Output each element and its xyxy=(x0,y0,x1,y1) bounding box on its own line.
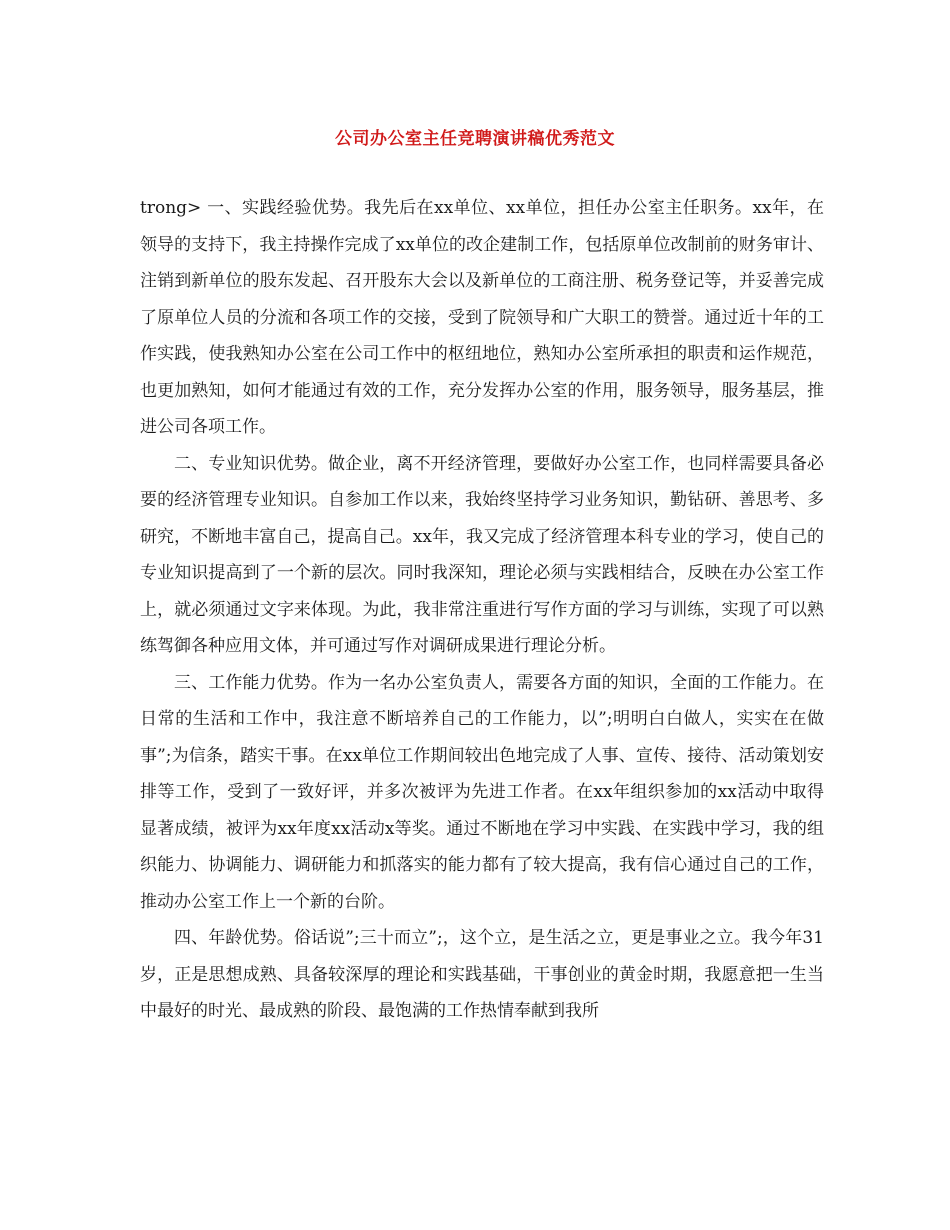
paragraph-practical-experience: trong> 一、实践经验优势。我先后在xx单位、xx单位，担任办公室主任职务。xx年，在领导的支持下，我主持操作完成了xx单位的改企建制工作，包括原单位改制前的财务审计、注销到新单位的股东发起、召开股东大会以及新单位的工商注册、税务登记等，并妥善完成了原单位人员的分流和各项工作的交接，受到了院领导和广大职工的赞誉。通过近十年的工作实践，使我熟知办公室在公司工作中的枢纽地位，熟知办公室所承担的职责和运作规范，也更加熟知，如何才能通过有效的工作，充分发挥办公室的作用，服务领导，服务基层，推进公司各项工作。 xyxy=(140,198,824,437)
document-title: 公司办公室主任竞聘演讲稿优秀范文 xyxy=(335,129,615,149)
document-body xyxy=(140,190,824,1030)
paragraph-age-advantage: 四、年龄优势。俗话说”;三十而立”;，这个立，是生活之立，更是事业之立。我今年31岁，正是思想成熟、具备较深厚的理论和实践基础，干事创业的黄金时期，我愿意把一生当中最好的时光、最成熟的阶段、最饱满的工作热情奉献到我所 xyxy=(140,928,824,1021)
paragraph-work-ability: 三、工作能力优势。作为一名办公室负责人，需要各方面的知识，全面的工作能力。在日常的生活和工作中，我注意不断培养自己的工作能力，以”;明明白白做人，实实在在做事”;为信条，踏实干事。在xx单位工作期间较出色地完成了人事、宣传、接待、活动策划安排等工作，受到了一致好评，并多次被评为先进工作者。在xx年组织参加的xx活动中取得显著成绩，被评为xx年度xx活动x等奖。通过不断地在学习中实践、在实践中学习，我的组织能力、协调能力、调研能力和抓落实的能力都有了较大提高，我有信心通过自己的工作，推动办公室工作上一个新的台阶。 xyxy=(140,672,824,912)
paragraph-professional-knowledge: 二、专业知识优势。做企业，离不开经济管理，要做好办公室工作，也同样需要具备必要的经济管理专业知识。自参加工作以来，我始终坚持学习业务知识，勤钻研、善思考、多研究，不断地丰富自己，提高自己。xx年，我又完成了经济管理本科专业的学习，使自己的专业知识提高到了一个新的层次。同时我深知，理论必须与实践相结合，反映在办公室工作上，就必须通过文字来体现。为此，我非常注重进行写作方面的学习与训练，实现了可以熟练驾御各种应用文体，并可通过写作对调研成果进行理论分析。 xyxy=(140,453,824,656)
